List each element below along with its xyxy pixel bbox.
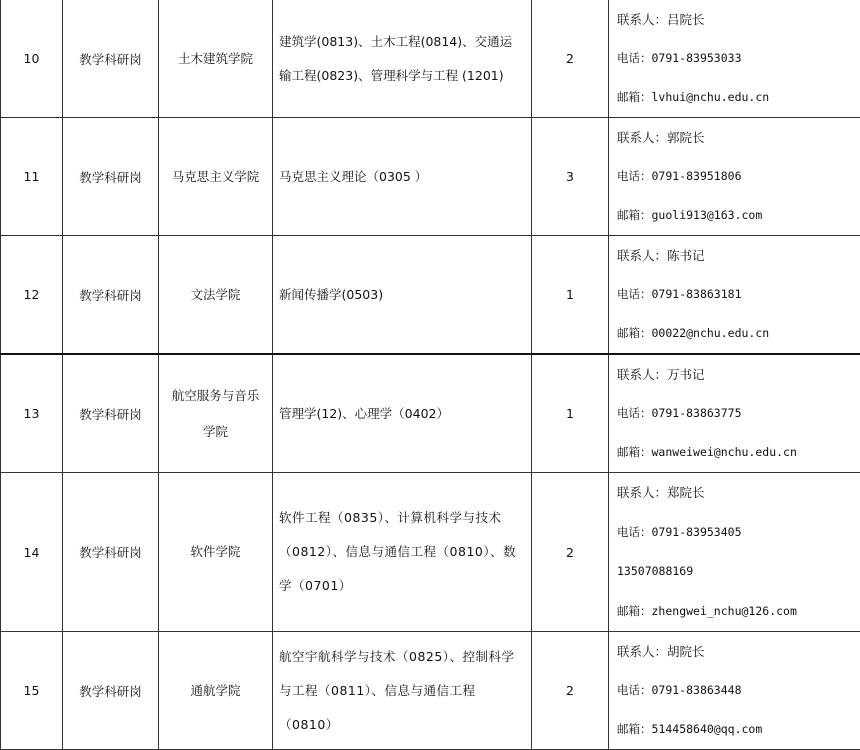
major-text-line: 航空宇航科学与技术（0825）、控制科学 bbox=[279, 640, 525, 674]
row-number: 14 bbox=[1, 473, 63, 632]
college-name: 通航学院 bbox=[159, 673, 272, 709]
major-cell bbox=[273, 236, 532, 355]
headcount: 3 bbox=[532, 118, 609, 236]
table-row bbox=[1, 0, 860, 118]
table-row bbox=[1, 236, 860, 355]
contact-person: 联系人：吕院长 bbox=[617, 0, 854, 39]
position-type: 教学科研岗 bbox=[63, 473, 159, 632]
college-cell bbox=[159, 354, 273, 473]
major-text-line: 学（0701） bbox=[279, 569, 525, 603]
major-cell bbox=[273, 473, 532, 632]
contact-cell bbox=[609, 354, 860, 473]
headcount: 2 bbox=[532, 632, 609, 750]
row-number: 13 bbox=[1, 354, 63, 473]
major-text-line: （0810） bbox=[279, 708, 525, 742]
contact-email: 邮箱：zhengwei_nchu@126.com bbox=[617, 592, 854, 632]
major-text-line: 马克思主义理论（0305 ） bbox=[279, 160, 525, 194]
contact-cell bbox=[609, 473, 860, 632]
row-number: 10 bbox=[1, 0, 63, 118]
college-name: 软件学院 bbox=[159, 534, 272, 570]
college-cell bbox=[159, 236, 273, 355]
college-name: 学院 bbox=[159, 414, 272, 450]
position-type: 教学科研岗 bbox=[63, 354, 159, 473]
contact-person: 联系人：陈书记 bbox=[617, 236, 854, 275]
major-text-line: 与工程（0811）、信息与通信工程 bbox=[279, 674, 525, 708]
major-cell bbox=[273, 0, 532, 118]
college-name: 文法学院 bbox=[159, 277, 272, 313]
table-body bbox=[1, 0, 860, 750]
contact-phone: 电话：0791-83863448 bbox=[617, 671, 854, 710]
table-row bbox=[1, 354, 860, 473]
contact-cell bbox=[609, 0, 860, 118]
major-text-line: 软件工程（0835）、计算机科学与技术 bbox=[279, 501, 525, 535]
college-cell bbox=[159, 118, 273, 236]
college-cell bbox=[159, 0, 273, 118]
contact-person: 联系人：郭院长 bbox=[617, 118, 854, 157]
position-type: 教学科研岗 bbox=[63, 118, 159, 236]
contact-phone: 电话：0791-83953405 bbox=[617, 513, 854, 553]
contact-extra: 13507088169 bbox=[617, 552, 854, 592]
headcount: 2 bbox=[532, 0, 609, 118]
contact-phone: 电话：0791-83951806 bbox=[617, 157, 854, 196]
contact-email: 邮箱：lvhui@nchu.edu.cn bbox=[617, 78, 854, 117]
headcount: 1 bbox=[532, 354, 609, 473]
headcount: 2 bbox=[532, 473, 609, 632]
contact-email: 邮箱：wanweiwei@nchu.edu.cn bbox=[617, 433, 854, 472]
contact-phone: 电话：0791-83863775 bbox=[617, 394, 854, 433]
contact-person: 联系人：胡院长 bbox=[617, 632, 854, 671]
college-name: 航空服务与音乐 bbox=[159, 378, 272, 414]
row-number: 12 bbox=[1, 236, 63, 355]
college-cell bbox=[159, 473, 273, 632]
contact-email: 邮箱：00022@nchu.edu.cn bbox=[617, 314, 854, 353]
headcount: 1 bbox=[532, 236, 609, 355]
contact-cell bbox=[609, 118, 860, 236]
contact-email: 邮箱：514458640@qq.com bbox=[617, 710, 854, 749]
major-text-line: 建筑学(0813)、土木工程(0814)、交通运 bbox=[279, 25, 525, 59]
contact-cell bbox=[609, 632, 860, 750]
position-type: 教学科研岗 bbox=[63, 632, 159, 750]
major-text-line: （0812）、信息与通信工程（0810）、数 bbox=[279, 535, 525, 569]
table-row bbox=[1, 118, 860, 236]
row-number: 11 bbox=[1, 118, 63, 236]
major-cell bbox=[273, 118, 532, 236]
table-row bbox=[1, 473, 860, 632]
college-name: 土木建筑学院 bbox=[159, 41, 272, 77]
row-number: 15 bbox=[1, 632, 63, 750]
contact-email: 邮箱：guoli913@163.com bbox=[617, 196, 854, 235]
contact-phone: 电话：0791-83863181 bbox=[617, 275, 854, 314]
contact-cell bbox=[609, 236, 860, 355]
major-text-line: 新闻传播学(0503) bbox=[279, 278, 525, 312]
position-type: 教学科研岗 bbox=[63, 0, 159, 118]
major-cell bbox=[273, 632, 532, 750]
college-cell bbox=[159, 632, 273, 750]
position-type: 教学科研岗 bbox=[63, 236, 159, 355]
major-text-line: 管理学(12)、心理学（0402） bbox=[279, 397, 525, 431]
major-text-line: 输工程(0823)、管理科学与工程 (1201) bbox=[279, 59, 525, 93]
contact-phone: 电话：0791-83953033 bbox=[617, 39, 854, 78]
contact-person: 联系人：万书记 bbox=[617, 355, 854, 394]
college-name: 马克思主义学院 bbox=[159, 159, 272, 195]
contact-person: 联系人：郑院长 bbox=[617, 473, 854, 513]
major-cell bbox=[273, 354, 532, 473]
table-row bbox=[1, 632, 860, 750]
